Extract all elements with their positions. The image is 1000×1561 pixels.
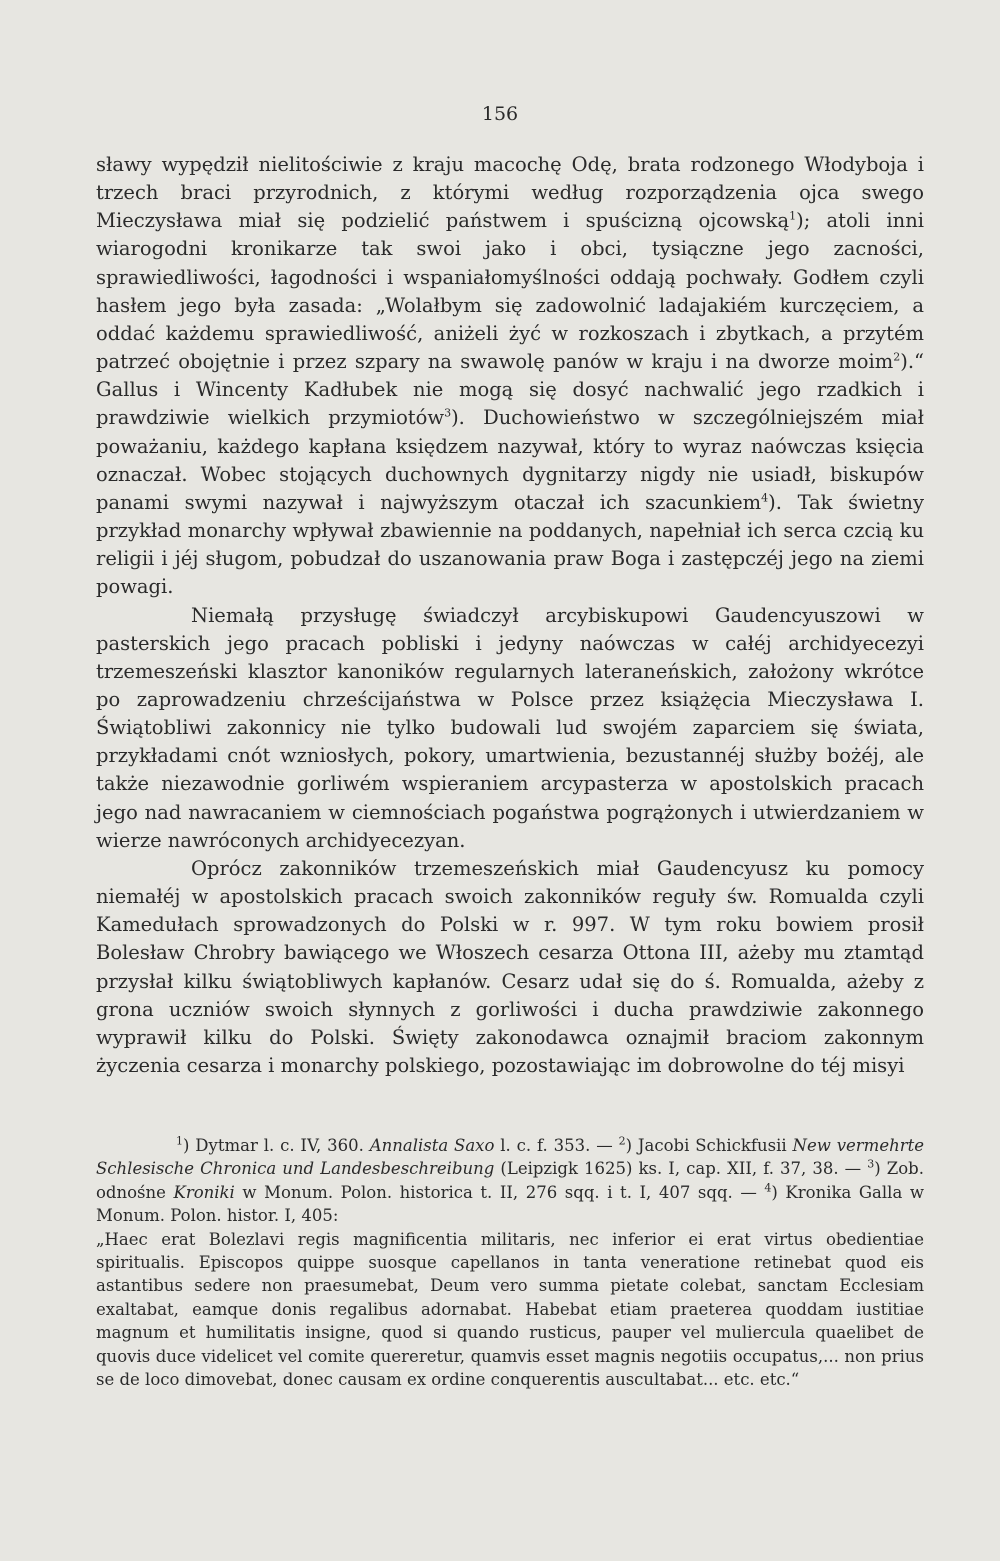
footnote-text: l. c. f. 353. —: [494, 1136, 619, 1155]
footnote-block: [96, 1134, 924, 1228]
text-segment: ).“ Gallus i Wincenty Kadłubek nie mogą się dosyć nachwalić jego rzadkich i prawdziwie wielkich przymiotów: [96, 350, 924, 430]
footnote-ref: 2: [893, 350, 901, 364]
text-segment: ). Tak świetny przykład monarchy wpływał zbawiennie na poddanych, napełniał ich serca czcią ku religii i jéj sługom, pobudzał do uszanowania praw Boga i zastępczéj jego na ziemi powagi.: [96, 490, 924, 599]
footnote-marker: 3: [867, 1157, 875, 1171]
footnote-text: ) Kronika Galla w Monum. Polon. histor. I, 405:: [96, 1182, 924, 1226]
footnote-text: w Monum. Polon. historica t. II, 276 sqq. i t. I, 407 sqq. —: [234, 1182, 765, 1202]
paragraph-2: Niemałą przysługę świadczył arcybiskupowi Gaudencyuszowi w pasterskich jego pracach pobliski i jedyny naówczas w całéj archidyecezyi trzemeszeński klasztor kanoników regularnych lateraneńskich, założony wkrótce po zaprowadzeniu chrześcijaństwa w Polsce przez książęcia Mieczysława I. Świątobliwi zakonnicy nie tylko budowali lud swojém zaparciem się świata, przykładami cnót wzniosłych, pokory, umartwienia, bezustannéj służby bożéj, ale także niezawodnie gorliwém wspieraniem arcypasterza w apostolskich pracach jego nad nawracaniem w ciemnościach pogaństwa pogrążonych i utwierdzaniem w wierze nawróconych archidyecezyan.: [96, 603, 924, 852]
footnote-ref: 1: [789, 209, 797, 223]
main-text: [96, 151, 924, 1080]
footnote-marker: 1: [176, 1134, 183, 1148]
footnote-text: ) Zob. odnośne: [96, 1159, 924, 1202]
paragraph-3: Oprócz zakonników trzemeszeńskich miał Gaudencyusz ku pomocy niemałéj w apostolskich pracach swoich zakonników reguły św. Romualda czyli Kamedułach sprowadzonych do Polski w r. 997. W tym roku bowiem prosił Bolesław Chrobry bawiącego we Włoszech cesarza Ottona III, ażeby mu ztamtąd przysłał kilku świątobliwych kapłanów. Cesarz udał się do ś. Romualda, ażeby z grona uczniów swoich słynnych z gorliwości i ducha prawdziwie zakonnego wyprawił kilku do Polski. Święty zakonodawca oznajmił braciom zakonnym życzenia cesarza i monarchy polskiego, pozostawiając im dobrowolne do téj misyi: [96, 856, 924, 1077]
text-segment: ); atoli inni wiarogodni kronikarze tak swoi jako i obci, tysiączne jego zacności, sprawiedliwości, łagodności i wspaniałomyślności oddają pochwały. Godłem czyli hasłem jego była zasada: „Wolałbym się zadowolnić ladajakiém kurczęciem, a oddać każdemu sprawiedliwość, aniżeli żyć w rozkoszach i zbytkach, a przytém patrzeć obojętnie i przez szpary na swawolę panów w kraju i na dworze moim: [96, 209, 925, 374]
footnote-ref: 4: [761, 491, 769, 505]
text-segment: ). Duchowieństwo w szczególniejszém miał poważaniu, każdego kapłana księdzem nazywał, który to wyraz naówczas księcia oznaczał. Wobec stojących duchownych dygnitarzy nigdy nie usiadł, biskupów panami swymi nazywał i najwyższym otaczał ich szacunkiem: [96, 406, 924, 514]
footnote-title: Kroniki: [173, 1182, 235, 1202]
footnote-marker: 2: [618, 1134, 626, 1148]
paragraph-1: [96, 151, 924, 602]
footnote-text: (Leipzigk 1625) ks. I, cap. XII, f. 37, 38. —: [494, 1159, 868, 1179]
footnote-title: Annalista Saxo: [369, 1136, 495, 1155]
footnote-title: New vermehrte Schlesische Chronica und Landesbeschreibung: [96, 1136, 924, 1179]
footnotes: [96, 1134, 924, 1391]
footnote-text: ) Jacobi Schickfusii: [625, 1136, 793, 1155]
footnote-marker: 4: [764, 1181, 772, 1195]
footnote-text: ) Dytmar l. c. IV, 360.: [183, 1136, 370, 1155]
footnote-latin-quote: „Haec erat Bolezlavi regis magnificentia militaris, nec inferior ei erat virtus obedientiae spiritualis. Episcopos quippe suosque capellanos in tanta veneratione retinebat quod eis astantibus sedere non praesumebat, Deum vero summa pietate colebat, sanctam Ecclesiam exaltabat, eamque donis regalibus adornabat. Habebat etiam praeterea quoddam iustitiae magnum et humilitatis insigne, quod si quando rusticus, pauper vel muliercula quaelibet de quovis duce videlicet vel comite quereretur, quamvis esset magnis negotiis occupatus,... non prius se de loco dimovebat, donec causam ex ordine conquerentis auscultabat... etc. etc.“: [96, 1229, 924, 1390]
page-number: 156: [481, 103, 519, 125]
text-segment: sławy wypędził nielitościwie z kraju macochę Odę, brata rodzonego Włodyboja i trzech braci przyrodnich, z którymi według rozporządzenia ojca swego Mieczysława miał się podzielić państwem i spuścizną ojcowską: [96, 153, 924, 233]
footnote-ref: 3: [444, 406, 452, 420]
